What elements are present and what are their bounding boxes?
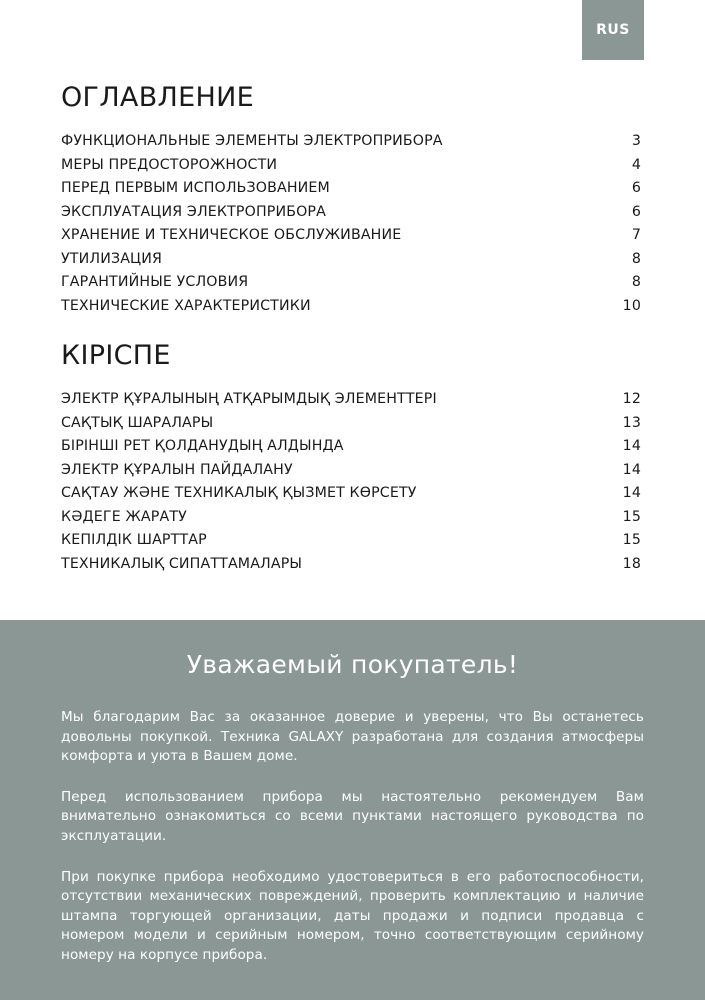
- info-paragraph: При покупке прибора необходимо удостовериться в его работоспособности, отсутствии механических повреждений, проверить комплектацию и наличие штампа торгующей организации, даты продажи и подписи продавца с номером модели и серийным номером, точно соответствующим серийному номеру на корпусе прибора.: [61, 868, 644, 963]
- toc-kz-entry[interactable]: [61, 388, 641, 412]
- toc-kz-entry[interactable]: [61, 435, 641, 459]
- toc-entry-page: 14: [622, 485, 641, 501]
- toc-entry-page: 6: [631, 180, 641, 196]
- toc-entry-page: 8: [631, 250, 641, 267]
- toc-entry-label: ПЕРЕД ПЕРВЫМ ИСПОЛЬЗОВАНИЕМ: [61, 180, 330, 196]
- toc-entry-page: 18: [622, 555, 641, 572]
- toc-ru-entry[interactable]: [61, 295, 641, 319]
- customer-info-panel: [0, 620, 705, 1000]
- toc-kz-entry[interactable]: [61, 529, 641, 553]
- toc-entry-label: КӘДЕГЕ ЖАРАТУ: [61, 508, 187, 525]
- toc-ru-entry[interactable]: [61, 154, 641, 178]
- toc-ru-entry[interactable]: [61, 201, 641, 225]
- toc-entry-label: ГАРАНТИЙНЫЕ УСЛОВИЯ: [61, 274, 249, 290]
- toc-entry-page: 3: [631, 133, 641, 149]
- toc-entry-label: ХРАНЕНИЕ И ТЕХНИЧЕСКОЕ ОБСЛУЖИВАНИЕ: [61, 227, 402, 243]
- toc-entry-page: 15: [622, 508, 641, 525]
- toc-kz-entry[interactable]: [61, 506, 641, 530]
- toc-entry-label: УТИЛИЗАЦИЯ: [61, 250, 162, 267]
- toc-ru-entry[interactable]: [61, 248, 641, 272]
- toc-entry-page: 4: [631, 156, 641, 173]
- toc-entry-label: КЕПІЛДІК ШАРТТАР: [61, 532, 207, 548]
- toc-entry-label: ЭЛЕКТР ҚҰРАЛЫН ПАЙДАЛАНУ: [61, 461, 293, 478]
- info-paragraph: Перед использованием прибора мы настоятельно рекомендуем Вам внимательно ознакомиться со всеми пунктами настоящего руководства по эксплуатации.: [61, 788, 644, 844]
- toc-ru-list: [61, 130, 641, 318]
- language-tab: [582, 0, 644, 60]
- toc-entry-page: 8: [631, 274, 641, 290]
- toc-kz-title: КІРІСПЕ: [61, 340, 171, 371]
- toc-entry-label: ТЕХНИКАЛЫҚ СИПАТТАМАЛАРЫ: [61, 555, 303, 572]
- toc-entry-page: 15: [622, 532, 641, 548]
- toc-entry-page: 12: [622, 391, 641, 407]
- greeting-title: Уважаемый покупатель!: [186, 650, 519, 679]
- toc-kazakh: [61, 338, 641, 576]
- toc-ru-entry[interactable]: [61, 271, 641, 295]
- toc-kz-entry[interactable]: [61, 412, 641, 436]
- toc-ru-entry[interactable]: [61, 224, 641, 248]
- toc-kz-entry[interactable]: [61, 553, 641, 577]
- toc-entry-page: 14: [622, 461, 641, 478]
- toc-entry-label: САҚТЫҚ ШАРАЛАРЫ: [61, 414, 214, 431]
- info-paragraphs: [61, 708, 644, 987]
- toc-entry-label: МЕРЫ ПРЕДОСТОРОЖНОСТИ: [61, 156, 278, 173]
- toc-entry-page: 10: [622, 297, 641, 314]
- toc-entry-label: САҚТАУ ЖӘНЕ ТЕХНИКАЛЫҚ ҚЫЗМЕТ КӨРСЕТУ: [61, 485, 417, 501]
- toc-entry-label: ЭКСПЛУАТАЦИЯ ЭЛЕКТРОПРИБОРА: [61, 203, 326, 220]
- toc-entry-page: 6: [631, 203, 641, 220]
- toc-entry-label: БІРІНШІ РЕТ ҚОЛДАНУДЫҢ АЛДЫНДА: [61, 438, 344, 454]
- toc-kz-entry[interactable]: [61, 482, 641, 506]
- toc-entry-page: 13: [622, 414, 641, 431]
- toc-entry-page: 14: [622, 438, 641, 454]
- toc-kz-list: [61, 388, 641, 576]
- toc-entry-label: ФУНКЦИОНАЛЬНЫЕ ЭЛЕМЕНТЫ ЭЛЕКТРОПРИБОРА: [61, 133, 443, 149]
- toc-entry-label: ЭЛЕКТР ҚҰРАЛЫНЫҢ АТҚАРЫМДЫҚ ЭЛЕМЕНТТЕРІ: [61, 391, 437, 407]
- toc-entry-page: 7: [631, 227, 641, 243]
- toc-kz-entry[interactable]: [61, 459, 641, 483]
- toc-ru-title: ОГЛАВЛЕНИЕ: [61, 82, 254, 113]
- toc-ru-entry[interactable]: [61, 177, 641, 201]
- toc-ru-entry[interactable]: [61, 130, 641, 154]
- language-label: RUS: [596, 22, 630, 38]
- toc-entry-label: ТЕХНИЧЕСКИЕ ХАРАКТЕРИСТИКИ: [61, 297, 311, 314]
- info-paragraph: Мы благодарим Вас за оказанное доверие и уверены, что Вы останетесь довольны покупкой. Техника GALAXY разработана для создания атмосферы комфорта и уюта в Вашем доме.: [61, 709, 644, 765]
- toc-russian: [61, 80, 641, 318]
